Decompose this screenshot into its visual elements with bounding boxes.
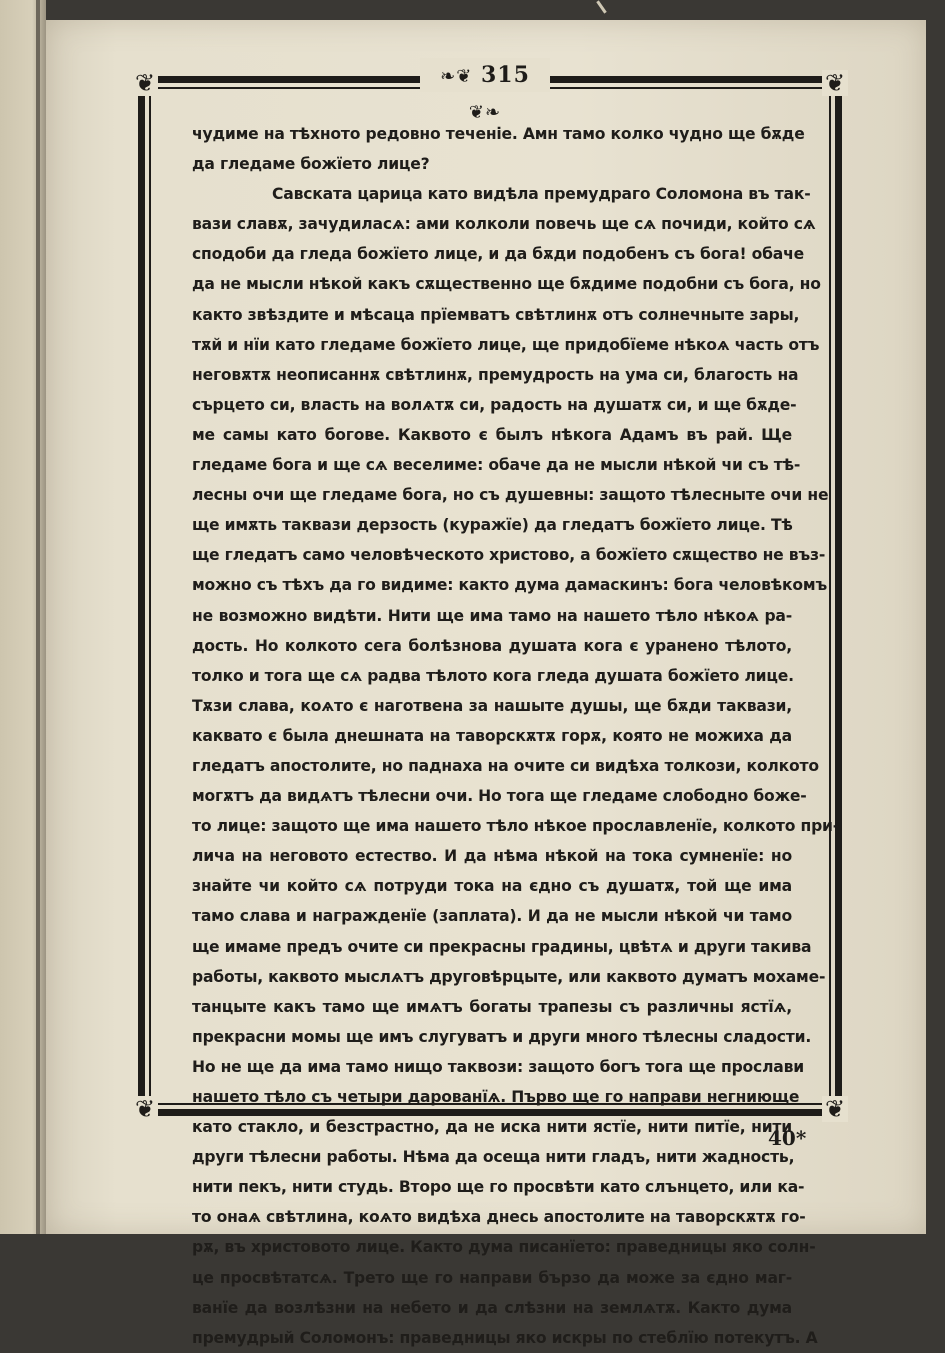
text-line: каквато є была днешната на таворскѫтѫ горѫ, която не можиха да [192,726,792,745]
body-text [192,119,840,1353]
text-line: толко и тога ще сѧ радва тѣлото кога гледа душата божїето лице. [192,666,794,685]
header-ornament-left-icon: ❧❦ [440,66,473,87]
page-number: 315 [480,62,530,88]
corner-ornament-icon: ❦ [822,70,848,96]
text-line: тамо слава и награжденїе (заплата). И да не мысли нѣкой чи тамо [192,907,792,926]
text-line: гледаме бога и ще сѧ веселиме: обаче да не мысли нѣкой чи съ тѣ- [192,456,801,475]
text-line: не возможно видѣти. Нити ще има тамо на нашето тѣло нѣкоѧ ра- [192,606,792,625]
text-line: да не мысли нѣкой какъ сѫщественно ще бѫдиме подобни съ бога, но [192,275,821,294]
text-line: дость. Но колкото сега болѣзнова душата кога є уранено тѣлото, [192,636,792,655]
page-header [420,58,550,123]
text-line: можно съ тѣхъ да го видиме: както дума дамаскинъ: бога человѣкомъ [192,576,827,595]
text-line: сподоби да гледа божїето лице, и да бѫди подобенъ съ бога! обаче [192,245,805,264]
text-line: ще гледатъ само человѣческото христово, а божїето сѫщество не въз- [192,546,826,565]
text-line: ме самы като богове. Каквото є былъ нѣкога Адамъ въ рай. Ще [192,425,792,444]
text-line: други тѣлесни работы. Нѣма да осеща нити гладъ, нити жадность, [192,1148,795,1167]
text-line: прекрасни момы ще имъ слугуватъ и други много тѣлесны сладости. [192,1027,812,1046]
text-line: сърцето си, власть на волѧтѫ си, радость на душатѫ си, и ще бѫде- [192,395,797,414]
text-line: ще имѫть таквази дерзость (куражїе) да гледатъ божїето лице. Тѣ [192,516,793,535]
header-ornament-right-icon: ❦❧ [468,102,502,123]
text-line: работы, каквото мыслѧтъ друговѣрцыте, или каквото думатъ мохаме- [192,967,826,986]
text-line: чудиме на тѣхното редовно теченіе. Амн тамо колко чудно ще бѫде [192,125,805,143]
text-line: знайте чи който сѧ потруди тока на єдно съ душатѫ, той ще има [192,877,792,896]
text-line: лича на неговото естество. И да нѣма нѣкой на тока сумненїе: но [192,847,792,866]
text-line: могѫтъ да видѧтъ тѣлесни очи. Но тога ще гледаме слободно боже- [192,787,807,806]
text-line: лесны очи ще гледаме бога, но съ душевны: защото тѣлесныте очи не [192,486,829,505]
paper-fleck [596,0,606,13]
text-line: Но не ще да има тамо нищо таквози: защото богъ тога ще прослави [192,1057,805,1076]
corner-ornament-icon: ❦ [822,1096,848,1122]
text-line: нашето тѣло съ четыри дарованїѧ. Първо ще го направи негниюще [192,1088,800,1106]
corner-ornament-icon: ❦ [132,70,158,96]
text-line: танцыте какъ тамо ще имѧтъ богаты трапезы съ различны ястїѧ, [192,997,792,1016]
text-line: Савската царица като видѣла премудраго Соломона въ так- [272,185,811,204]
text-line: да гледаме божїето лице? [192,155,430,174]
text-line: то онаѧ свѣтлина, коѧто видѣха днесь апостолите на таворскѫтѫ го- [192,1208,806,1227]
text-line: ванїе да возлѣзни на небето и да слѣзни на землѧтѫ. Както дума [192,1298,792,1317]
text-line: вази славѫ, зачудиласѧ: ами колколи повечь ще сѧ почиди, който сѧ [192,215,816,234]
previous-page-edge [0,0,46,1234]
text-line: неговѫтѫ неописаннѫ свѣтлинѫ, премудрость на ума си, благость на [192,365,799,384]
text-line: като стакло, и безстрастно, да не иска нити ястїе, нити питїе, нити [192,1118,792,1137]
text-line: както звѣздите и мѣсаца прїемватъ свѣтлинѫ отъ солнечныте зары, [192,305,800,324]
signature-mark: 40* [768,1126,807,1150]
text-line: премудрый Соломонъ: праведницы яко искры по стеблїю потекутъ. А [192,1328,818,1347]
text-line: гледатъ апостолите, но паднаха на очите си видѣха толкози, колкото [192,756,819,775]
text-line: рѫ, въ христовото лице. Както дума писанїето: праведницы яко солн- [192,1238,816,1257]
text-line: то лице: защото ще има нашето тѣло нѣкое прославленїе, колкото при- [192,817,840,836]
text-line: нити пекъ, нити студь. Второ ще го просвѣти като слънцето, или ка- [192,1178,805,1197]
text-line: ще имаме предъ очите си прекрасны градины, цвѣтѧ и други такива [192,937,812,956]
text-line: тѫй и нїи като гледаме божїето лице, ще придобїеме нѣкоѧ часть отъ [192,335,820,354]
corner-ornament-icon: ❦ [132,1096,158,1122]
text-line: Тѫзи слава, коѧто є наготвена за нашыте душы, ще бѫди таквази, [192,696,792,715]
text-line: це просвѣтатсѧ. Трето ще го направи бързо да може за єдно маг- [192,1268,792,1287]
